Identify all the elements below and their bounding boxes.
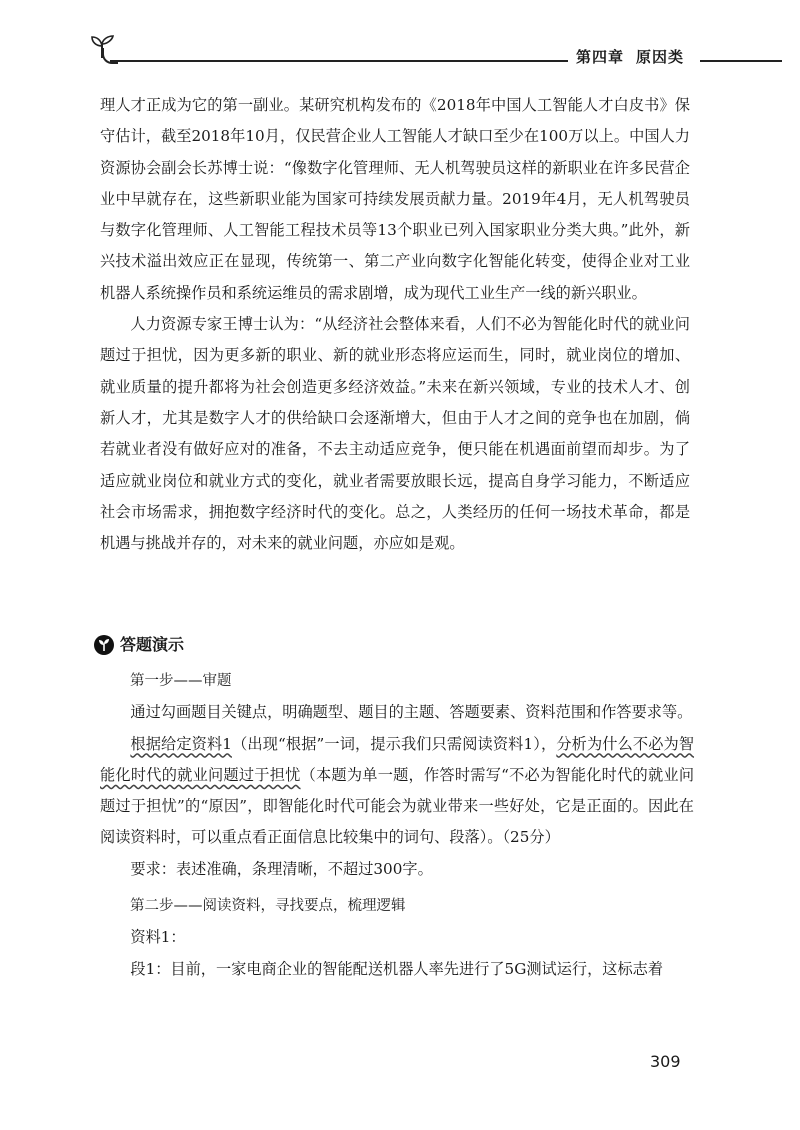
sprout-badge-icon bbox=[94, 635, 114, 655]
step1-title: 第一步——审题 bbox=[130, 673, 232, 689]
question-keyword-topic: 分析为什么不必为智能化时代的就业问题过于担忧 bbox=[100, 734, 695, 784]
header-rule-right bbox=[700, 60, 782, 62]
step1-intro: 通过勾画题目关键点，明确题型、题目的主题、答题要素、资料范围和作答要求等。 bbox=[130, 703, 693, 722]
section-heading bbox=[94, 630, 694, 660]
material-paragraph-1: 段1：目前，一家电商企业的智能配送机器人率先进行了5G测试运行，这标志着 bbox=[130, 959, 664, 978]
article-body bbox=[100, 90, 690, 559]
answer-demo-section bbox=[94, 630, 694, 985]
chapter-number: 第四章 bbox=[576, 48, 625, 66]
material-label: 资料1： bbox=[130, 928, 186, 947]
step1-requirement: 要求：表述准确，条理清晰，不超过300字。 bbox=[130, 859, 433, 878]
chapter-name: 原因类 bbox=[636, 48, 685, 66]
question-note-type: （本题为单一题，作答时需写“不必为智能化时代的就业问题过于担忧”的“原因”，即智能化时代可能会为就业带来一些好处，它是正面的。因此在阅读资料时，可以重点看正面信息比较集中的词句、段落）。（25分） bbox=[100, 765, 695, 847]
chapter-title bbox=[576, 46, 684, 67]
section-title: 答题演示 bbox=[120, 635, 185, 655]
question-note-source: （出现“根据”一词，提示我们只需阅读资料1）， bbox=[231, 734, 557, 753]
body-paragraph-2: 人力资源专家王博士认为：“从经济社会整体来看，人们不必为智能化时代的就业问题过于担忧，因为更多新的职业、新的就业形态将应运而生，同时，就业岗位的增加、就业质量的提升都将为社会创造更多经济效益。”未来在新兴领域，专业的技术人才、创新人才，尤其是数字人才的供给缺口会逐渐增大，但由于人才之间的竞争也在加剧，倘若就业者没有做好应对的准备，不去主动适应竞争，便只能在机遇面前望而却步。为了适应就业岗位和就业方式的变化，就业者需要放眼长远，提高自身学习能力，不断适应社会市场需求，拥抱数字经济时代的变化。总之，人类经历的任何一场技术革命，都是机遇与挑战并存的，对未来的就业问题，亦应如是观。 bbox=[100, 315, 690, 553]
question-keyword-source: 根据给定资料1 bbox=[130, 734, 232, 753]
page-number: 309 bbox=[650, 1052, 681, 1071]
step2-title: 第二步——阅读资料，寻找要点，梳理逻辑 bbox=[130, 898, 406, 915]
running-header bbox=[88, 30, 778, 70]
header-rule-left bbox=[110, 60, 568, 62]
step1-question bbox=[94, 729, 694, 854]
body-paragraph-1: 理人才正成为它的第一副业。某研究机构发布的《2018年中国人工智能人才白皮书》保守估计，截至2018年10月，仅民营企业人工智能人才缺口至少在100万以上。中国人力资源协会副会长苏博士说：“像数字化管理师、无人机驾驶员这样的新职业在许多民营企业中早就存在，这些新职业能为国家可持续发展贡献力量。2019年4月，无人机驾驶员与数字化管理师、人工智能工程技术员等13个职业已列入国家职业分类大典。”此外，新兴技术溢出效应正在显现，传统第一、第二产业向数字化智能化转变，使得企业对工业机器人系统操作员和系统运维员的需求剧增，成为现代工业生产一线的新兴职业。 bbox=[100, 96, 690, 302]
